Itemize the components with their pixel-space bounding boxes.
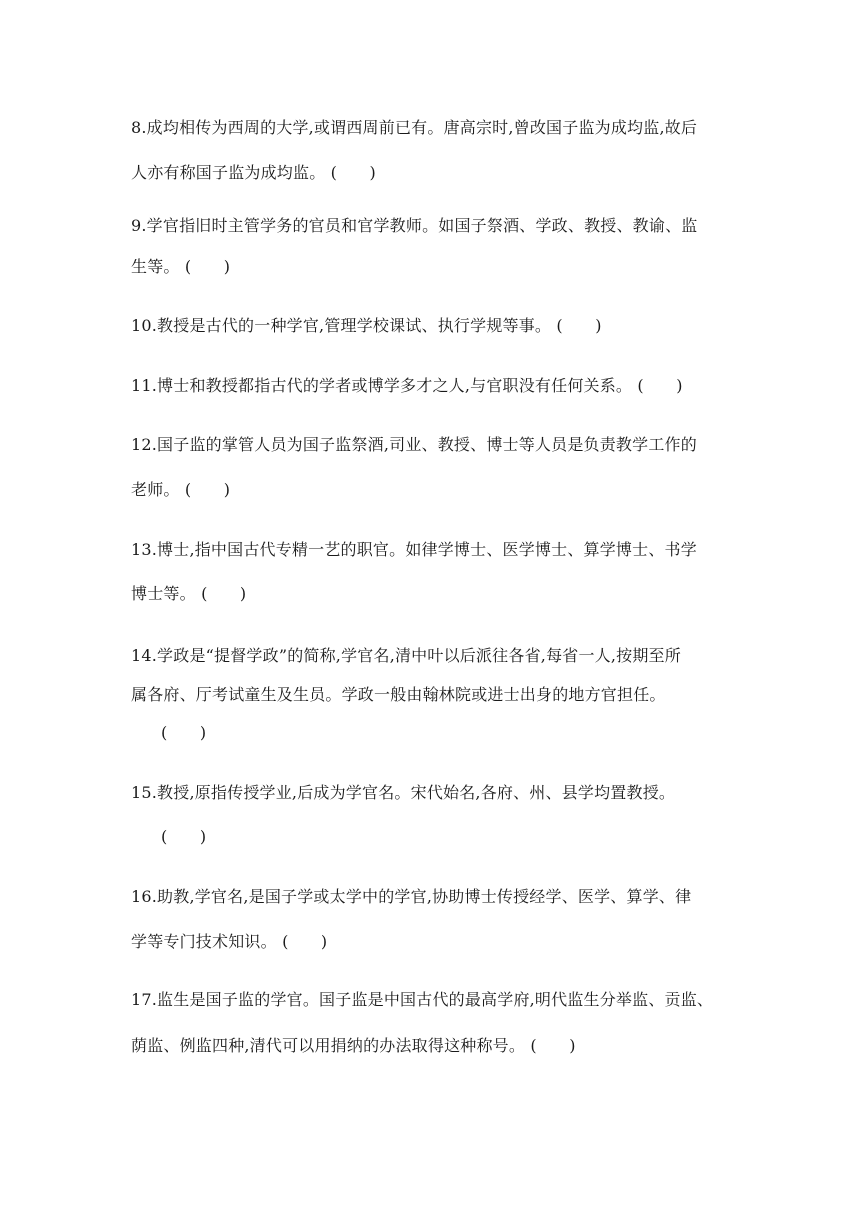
question-12-line-1 [131,435,697,455]
question-12-line-2: 老师。 ( ) [131,480,231,499]
question-text: 博士和教授都指古代的学者或博学多才之人,与官职没有任何关系。 ( ) [157,376,683,395]
question-11-line-1 [131,376,683,396]
question-number: 16. [131,887,158,906]
question-number: 14. [131,646,158,665]
question-17-line-2: 荫监、例监四种,清代可以用捐纳的办法取得这种称号。 ( ) [131,1036,576,1055]
question-number: 17. [131,990,158,1009]
question-text: 学官指旧时主管学务的官员和官学教师。如国子祭酒、学政、教授、教谕、监 [146,216,698,235]
question-text: 教授是古代的一种学官,管理学校课试、执行学规等事。 ( ) [157,316,602,335]
question-13-line-2: 博士等。 ( ) [131,584,247,603]
question-15-line-1 [131,783,675,803]
question-number: 8. [131,118,147,137]
question-text: 助教,学官名,是国子学或太学中的学官,协助博士传授经学、医学、算学、律 [157,887,692,906]
question-text: 成均相传为西周的大学,或谓西周前已有。唐高宗时,曾改国子监为成均监,故后 [146,118,698,137]
question-13-line-1 [131,540,697,560]
answer-blank[interactable]: ( ) [161,723,207,742]
question-number: 10. [131,316,158,335]
question-10-line-1 [131,316,602,336]
question-16-line-2: 学等专门技术知识。 ( ) [131,932,328,951]
question-14-line-1 [131,646,681,666]
question-number: 11. [131,376,158,395]
question-text: 学政是“提督学政”的简称,学官名,清中叶以后派往各省,每省一人,按期至所 [157,646,681,665]
question-16-line-1 [131,887,691,907]
question-14-line-2: 属各府、厅考试童生及生员。学政一般由翰林院或进士出身的地方官担任。 [131,685,666,704]
question-number: 13. [131,540,158,559]
question-text: 博士,指中国古代专精一艺的职官。如律学博士、医学博士、算学博士、书学 [157,540,697,559]
question-number: 12. [131,435,158,454]
question-text: 国子监的掌管人员为国子监祭酒,司业、教授、博士等人员是负责教学工作的 [157,435,697,454]
question-text: 教授,原指传授学业,后成为学官名。宋代始名,各府、州、县学均置教授。 [157,783,676,802]
question-8-line-1 [131,118,697,138]
question-8-line-2: 人亦有称国子监为成均监。 ( ) [131,163,376,182]
question-9-line-2: 生等。 ( ) [131,257,231,276]
answer-blank[interactable]: ( ) [161,827,207,846]
question-17-line-1 [131,990,713,1010]
question-text: 监生是国子监的学官。国子监是中国古代的最高学府,明代监生分举监、贡监、 [157,990,714,1009]
question-number: 15. [131,783,158,802]
question-number: 9. [131,216,147,235]
question-9-line-1 [131,216,697,236]
